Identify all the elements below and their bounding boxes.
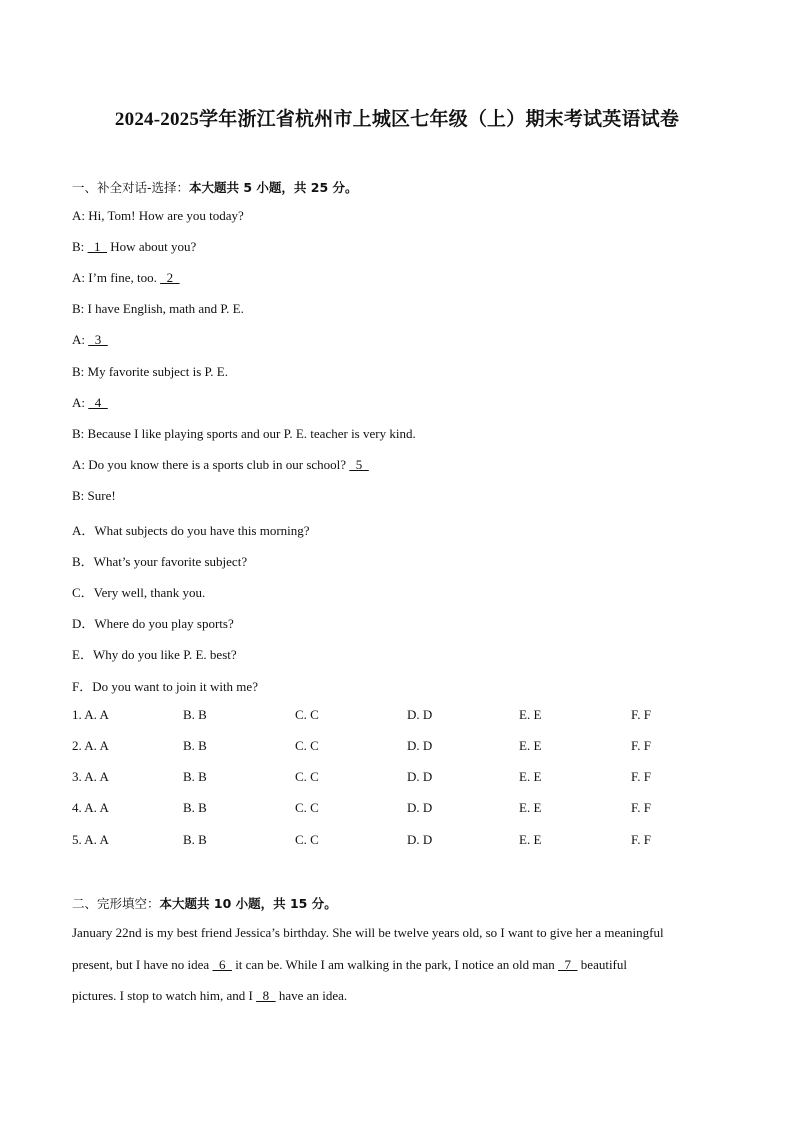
option-d[interactable]: D. D bbox=[407, 738, 433, 753]
option-f[interactable]: F. F bbox=[631, 707, 651, 722]
passage-line-3: pictures. I stop to watch him, and I 8 have an idea. bbox=[72, 988, 348, 1003]
dialogue-line: B: Because I like playing sports and our P. E. teacher is very kind. bbox=[72, 426, 416, 441]
answer-row-3 bbox=[72, 769, 722, 787]
choice-e: E．Why do you like P. E. best? bbox=[72, 647, 237, 662]
option-d[interactable]: D. D bbox=[407, 769, 433, 784]
blank-5: 5 bbox=[349, 457, 369, 472]
passage-line-1: January 22nd is my best friend Jessica’s birthday. She will be twelve years old, so I want to give her a meaningful bbox=[72, 925, 664, 940]
section1-heading-prefix: 一、补全对话-选择： bbox=[72, 180, 190, 195]
answer-row-5 bbox=[72, 832, 722, 850]
choice-b: B．What’s your favorite subject? bbox=[72, 554, 248, 569]
blank-6: 6 bbox=[212, 957, 232, 972]
option-f[interactable]: F. F bbox=[631, 832, 651, 847]
dialogue-line: A: Do you know there is a sports club in our school? 5 bbox=[72, 457, 369, 472]
choice-f: F．Do you want to join it with me? bbox=[72, 679, 258, 694]
option-e[interactable]: E. E bbox=[519, 738, 542, 753]
option-b[interactable]: B. B bbox=[183, 738, 207, 753]
section2-heading bbox=[72, 894, 337, 912]
option-a[interactable]: 4. A. A bbox=[72, 800, 109, 815]
option-b[interactable]: B. B bbox=[183, 707, 207, 722]
choice-d: D．Where do you play sports? bbox=[72, 616, 234, 631]
blank-2: 2 bbox=[160, 270, 180, 285]
option-d[interactable]: D. D bbox=[407, 707, 433, 722]
option-a[interactable]: 1. A. A bbox=[72, 707, 109, 722]
option-c[interactable]: C. C bbox=[295, 738, 319, 753]
blank-8: 8 bbox=[256, 988, 276, 1003]
dialogue-line: B: I have English, math and P. E. bbox=[72, 301, 244, 316]
section2-heading-bold: 本大题共 10 小题，共 15 分。 bbox=[159, 896, 337, 911]
dialogue-line: A: 4 bbox=[72, 395, 108, 410]
option-d[interactable]: D. D bbox=[407, 832, 433, 847]
option-a[interactable]: 5. A. A bbox=[72, 832, 109, 847]
dialogue-line: A: I’m fine, too. 2 bbox=[72, 270, 180, 285]
blank-3: 3 bbox=[88, 332, 108, 347]
dialogue-line: A: Hi, Tom! How are you today? bbox=[72, 208, 244, 223]
option-d[interactable]: D. D bbox=[407, 800, 433, 815]
option-e[interactable]: E. E bbox=[519, 769, 542, 784]
dialogue-line: A: 3 bbox=[72, 332, 108, 347]
option-f[interactable]: F. F bbox=[631, 738, 651, 753]
option-f[interactable]: F. F bbox=[631, 769, 651, 784]
section1-heading bbox=[72, 178, 358, 196]
passage-line-2: present, but I have no idea 6 it can be. While I am walking in the park, I notice an old man 7 beautiful bbox=[72, 957, 628, 972]
dialogue-line: B: 1 How about you? bbox=[72, 239, 197, 254]
choice-c: C．Very well, thank you. bbox=[72, 585, 206, 600]
choice-a: A．What subjects do you have this morning? bbox=[72, 523, 310, 538]
dialogue-line: B: My favorite subject is P. E. bbox=[72, 364, 228, 379]
section2-heading-prefix: 二、完形填空： bbox=[72, 896, 160, 911]
page-title: 2024-2025学年浙江省杭州市上城区七年级（上）期末考试英语试卷 bbox=[114, 109, 680, 130]
option-b[interactable]: B. B bbox=[183, 769, 207, 784]
answer-row-4 bbox=[72, 800, 722, 818]
option-a[interactable]: 3. A. A bbox=[72, 769, 109, 784]
option-b[interactable]: B. B bbox=[183, 800, 207, 815]
option-c[interactable]: C. C bbox=[295, 832, 319, 847]
option-c[interactable]: C. C bbox=[295, 707, 319, 722]
option-c[interactable]: C. C bbox=[295, 769, 319, 784]
answer-row-2 bbox=[72, 738, 722, 756]
option-f[interactable]: F. F bbox=[631, 800, 651, 815]
section1-heading-bold: 本大题共 5 小题，共 25 分。 bbox=[189, 180, 358, 195]
option-e[interactable]: E. E bbox=[519, 707, 542, 722]
option-e[interactable]: E. E bbox=[519, 832, 542, 847]
blank-7: 7 bbox=[558, 957, 578, 972]
option-c[interactable]: C. C bbox=[295, 800, 319, 815]
dialogue-line: B: Sure! bbox=[72, 488, 116, 503]
blank-4: 4 bbox=[88, 395, 108, 410]
option-a[interactable]: 2. A. A bbox=[72, 738, 109, 753]
option-b[interactable]: B. B bbox=[183, 832, 207, 847]
blank-1: 1 bbox=[87, 239, 108, 254]
option-e[interactable]: E. E bbox=[519, 800, 542, 815]
answer-row-1 bbox=[72, 707, 722, 725]
